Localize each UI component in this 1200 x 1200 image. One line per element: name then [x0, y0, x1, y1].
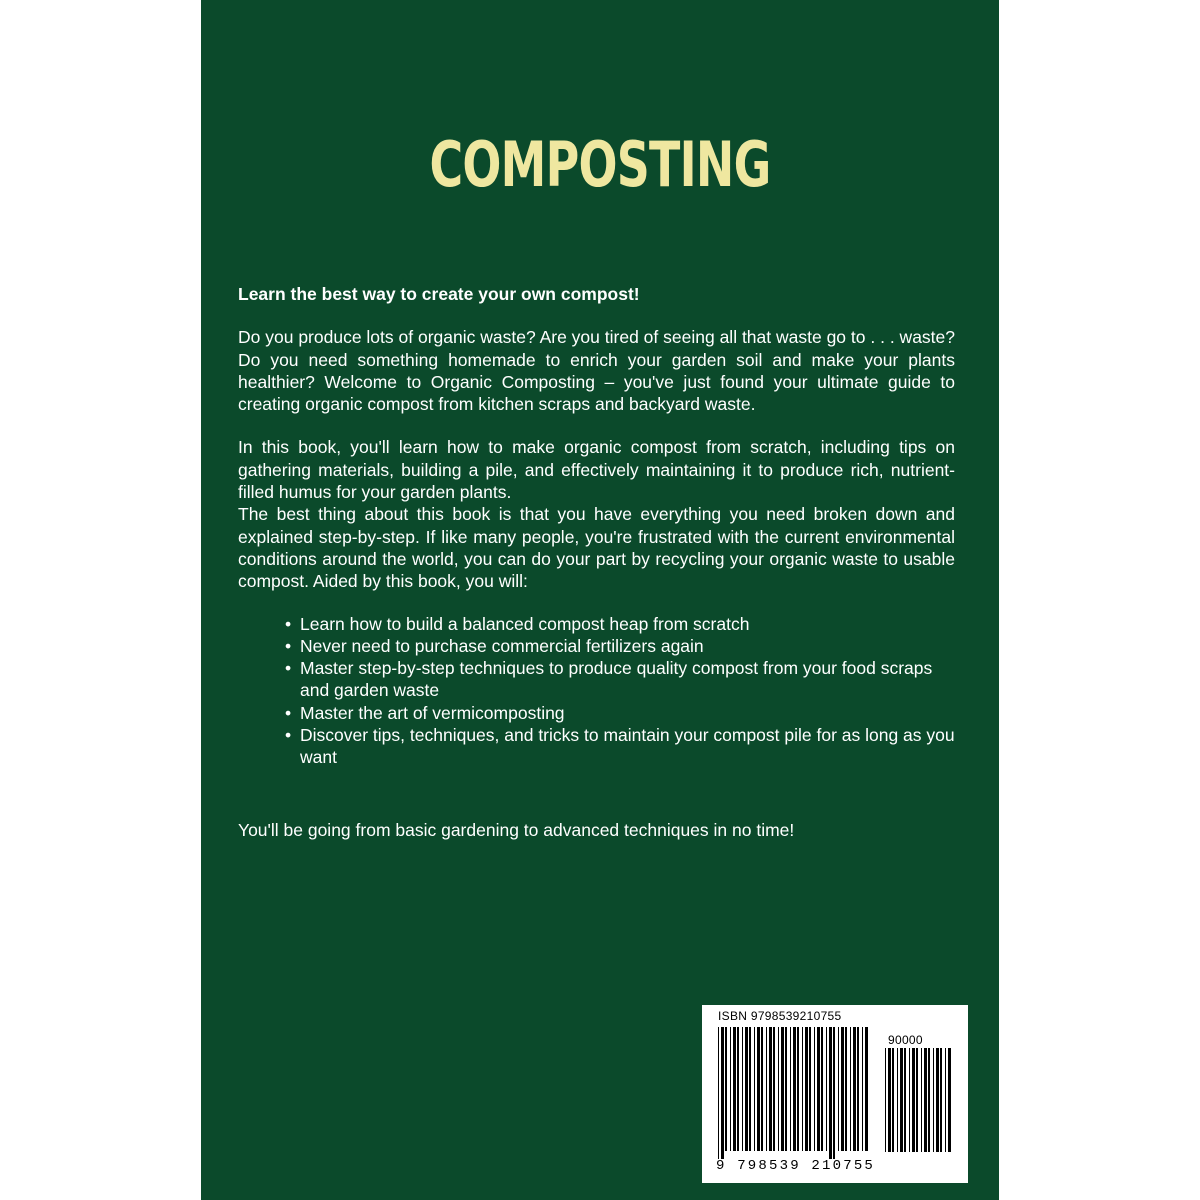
- benefits-list: [238, 613, 955, 769]
- bullet-icon: •: [285, 613, 292, 634]
- tagline: Learn the best way to create your own compost!: [238, 284, 640, 304]
- barcode-bar: [845, 1027, 847, 1151]
- barcode-bar: [945, 1048, 946, 1152]
- barcode-bar: [933, 1048, 934, 1152]
- barcode-bar: [885, 1048, 886, 1152]
- barcode-bar: [814, 1027, 815, 1151]
- barcode-bar: [826, 1027, 827, 1151]
- bullet-icon: •: [285, 702, 292, 723]
- isbn-digits: 9 798539 210755: [716, 1158, 876, 1174]
- barcode-bar: [829, 1027, 832, 1159]
- barcode-bar: [838, 1027, 839, 1151]
- barcode-bar: [817, 1027, 820, 1151]
- list-item: • Master step-by-step techniques to produce quality compost from your food scraps and garden waste: [285, 658, 933, 701]
- barcode-bar: [781, 1027, 784, 1151]
- barcode-bar: [916, 1048, 918, 1152]
- book-back-cover: [201, 0, 999, 1200]
- barcode-bar: [793, 1027, 796, 1151]
- barcode-bar: [940, 1048, 942, 1152]
- paragraph-best-thing: The best thing about this book is that you have everything you need broken down and explained step-by-step. If like many people, you're frustrated with the current environmental conditions around the world, you can do your part by recycling your organic waste to usable compost. Aided by this book, you will:: [238, 504, 955, 592]
- description: [238, 283, 955, 841]
- barcode-bar: [892, 1048, 894, 1152]
- price-code: 90000: [888, 1033, 923, 1047]
- barcode-bar: [797, 1027, 799, 1151]
- barcode-bar: [757, 1027, 760, 1151]
- barcode-bar: [749, 1027, 751, 1151]
- barcode-bar: [733, 1027, 736, 1151]
- barcode-bar: [742, 1027, 743, 1151]
- barcode-bar: [761, 1027, 763, 1151]
- barcode-bar: [745, 1027, 748, 1151]
- barcode-bar: [766, 1027, 767, 1151]
- barcode-bar: [725, 1027, 727, 1151]
- barcode-bar: [737, 1027, 739, 1151]
- barcode-bar: [718, 1027, 719, 1159]
- barcode-bar: [912, 1048, 915, 1152]
- barcode-bar: [862, 1027, 863, 1151]
- list-item: • Master the art of vermicomposting: [285, 702, 565, 723]
- barcode-bar: [821, 1027, 823, 1151]
- barcode-bar: [805, 1027, 808, 1151]
- barcode-bar: [769, 1027, 772, 1151]
- barcode-bar: [909, 1048, 910, 1152]
- barcode-bar: [900, 1048, 903, 1152]
- closing-line: You'll be going from basic gardening to advanced techniques in no time!: [238, 819, 795, 840]
- barcode-bars: [718, 1027, 868, 1159]
- barcode-bar: [853, 1027, 856, 1151]
- barcode-bar: [802, 1027, 803, 1151]
- barcode-bar: [888, 1048, 891, 1152]
- paragraph-intro: Do you produce lots of organic waste? Are you tired of seeing all that waste go to . . . waste? Do you need something homemade to enrich your garden soil and make your plants healthier? Welcome to Organic Composting – you've just found your ultimate guide to creating organic compost from kitchen scraps and backyard waste.: [238, 327, 955, 415]
- book-title: COMPOSTING: [429, 128, 771, 201]
- paragraph-learn: In this book, you'll learn how to make organic compost from scratch, including tips on gathering materials, building a pile, and effectively maintaining it to produce rich, nutrient-filled humus for your garden plants.: [238, 437, 955, 503]
- barcode-bar: [841, 1027, 844, 1151]
- barcode-bar: [790, 1027, 791, 1151]
- barcode-bar: [865, 1027, 868, 1151]
- barcode-bar: [948, 1048, 951, 1152]
- barcode-bar: [924, 1048, 927, 1152]
- list-item: • Discover tips, techniques, and tricks to maintain your compost pile for as long as you want: [285, 725, 955, 768]
- barcode-bar: [785, 1027, 787, 1151]
- barcode-bar: [904, 1048, 906, 1152]
- barcode-bar: [721, 1027, 724, 1159]
- barcode-bar: [730, 1027, 731, 1151]
- barcode-bar: [921, 1048, 922, 1152]
- isbn-barcode: [702, 1005, 968, 1183]
- barcode-bar: [754, 1027, 755, 1151]
- barcode-bar: [857, 1027, 859, 1151]
- barcode-bar: [809, 1027, 811, 1151]
- barcode-bar: [928, 1048, 930, 1152]
- barcode-bar: [773, 1027, 775, 1151]
- barcode-bar: [897, 1048, 898, 1152]
- list-item: • Never need to purchase commercial fertilizers again: [285, 635, 704, 656]
- bullet-icon: •: [285, 635, 292, 656]
- barcode-bar: [936, 1048, 939, 1152]
- bullet-icon: •: [285, 725, 292, 746]
- barcode-bar: [778, 1027, 779, 1151]
- barcode-bar: [833, 1027, 835, 1159]
- list-item: • Learn how to build a balanced compost heap from scratch: [285, 613, 750, 634]
- isbn-label: ISBN 9798539210755: [718, 1009, 842, 1023]
- bullet-icon: •: [285, 658, 292, 679]
- barcode-bar: [850, 1027, 851, 1151]
- barcode-addon-bars: [885, 1048, 953, 1160]
